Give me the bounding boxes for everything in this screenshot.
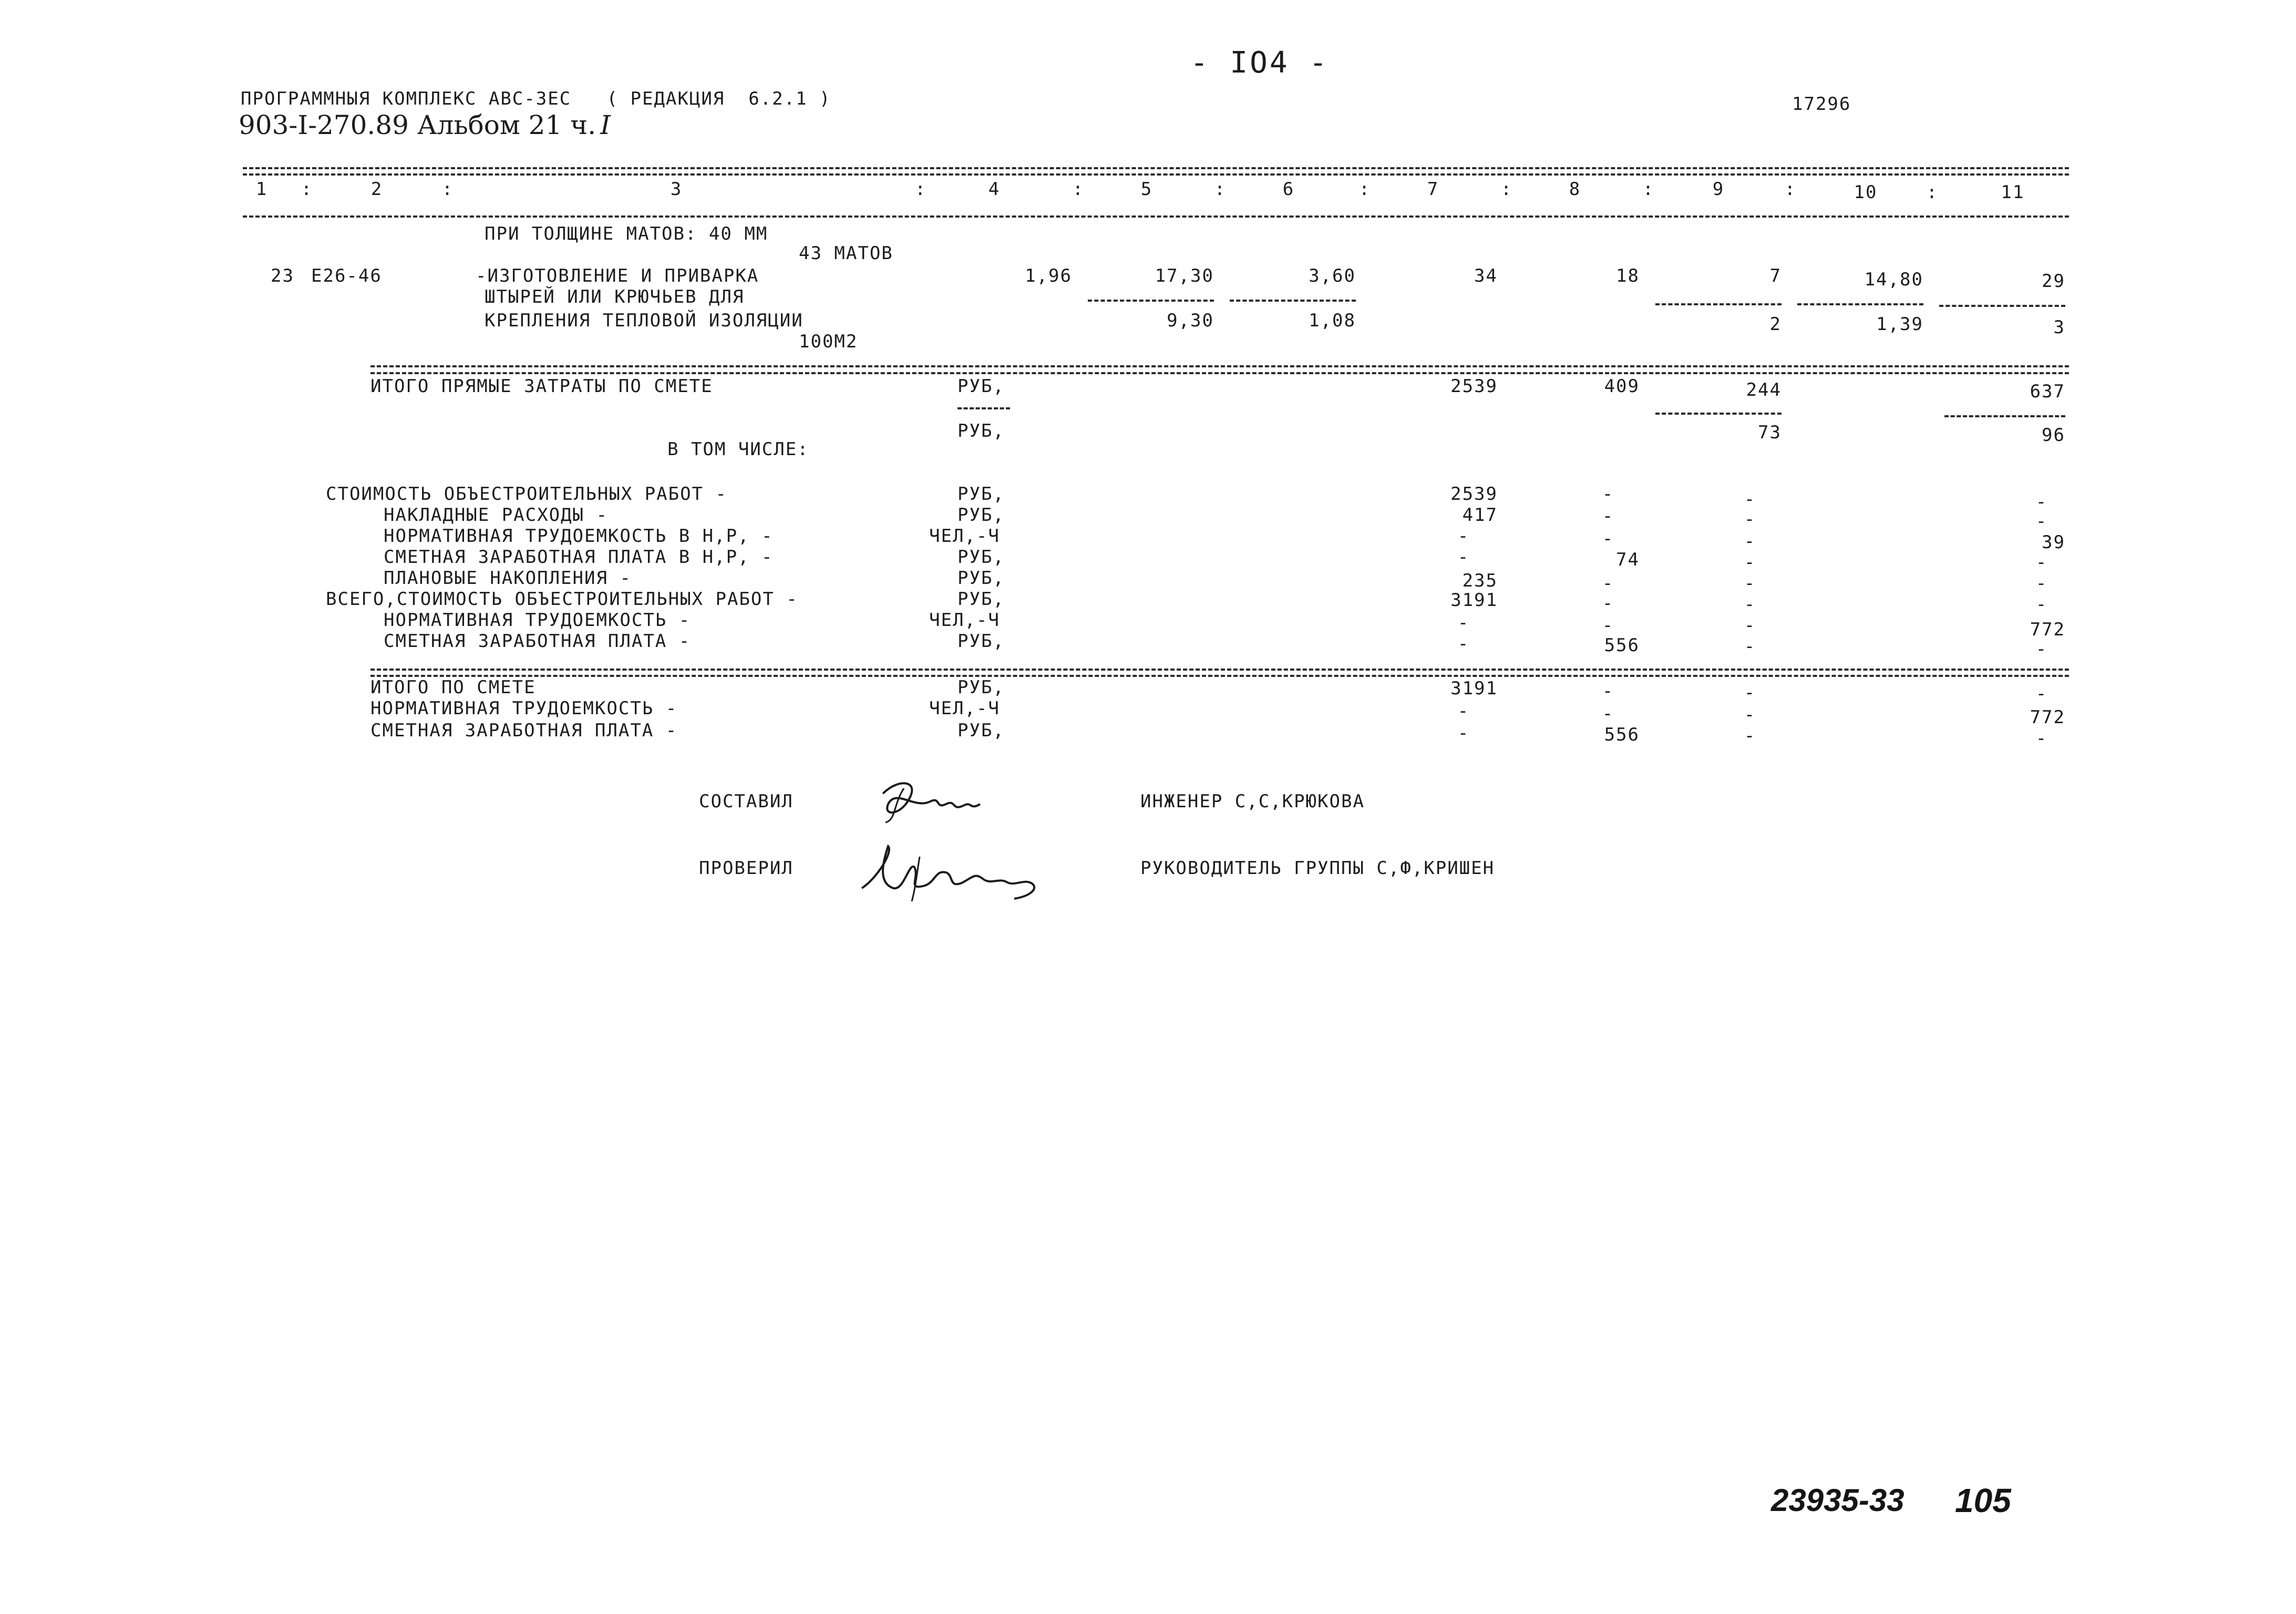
breakdown-c11: - [2035,639,2048,660]
breakdown-c7: - [1457,612,1470,633]
breakdown-c8: - [1602,573,1614,594]
page-number: - IO4 - [1190,46,1330,80]
breakdown-c7: 3191 [1450,590,1498,611]
final-unit: ЧЕЛ,-Ч [929,698,1000,719]
breakdown-c8: - [1602,506,1614,527]
col-sep: : [1358,179,1371,200]
breakdown-c9: - [1744,573,1756,594]
col-sep: : [441,179,454,200]
col-sep: : [1926,182,1939,203]
final-label: НОРМАТИВНАЯ ТРУДОЕМКОСТЬ - [370,698,678,719]
breakdown-c11: - [2035,491,2048,512]
breakdown-c7: - [1457,633,1470,654]
final-c9: - [1744,725,1756,746]
signature-checked [857,841,1056,909]
breakdown-unit: ЧЕЛ,-Ч [929,610,1000,631]
breakdown-c8: 74 [1616,549,1640,570]
direct-costs-c9: 244 [1746,379,1782,400]
breakdown-c8: 556 [1604,635,1640,656]
item-c5b: 9,30 [1167,310,1214,331]
breakdown-unit: РУБ, [957,589,1005,610]
breakdown-c9: - [1744,509,1756,530]
direct-costs-label: ИТОГО ПРЯМЫЕ ЗАТРАТЫ ПО СМЕТЕ [370,376,713,397]
direct-costs-c7: 2539 [1450,376,1498,397]
col-11: 11 [2001,182,2025,203]
final-c11: - [2035,728,2048,749]
col-sep: : [301,179,313,200]
item-desc: 100М2 [799,331,858,352]
col-6: 6 [1282,179,1295,200]
fraction-rule [1088,300,1214,302]
item-c10: 14,80 [1864,269,1923,290]
totals-rule-2 [370,372,2069,374]
final-unit: РУБ, [957,677,1005,698]
breakdown-c11: 39 [2042,532,2065,553]
breakdown-c8: - [1602,484,1614,505]
top-rule-2 [243,173,2069,176]
col-sep: : [1500,179,1513,200]
breakdown-c9: - [1744,594,1756,615]
item-c10b: 1,39 [1876,314,1923,335]
footer-page: 105 [1955,1482,2011,1519]
breakdown-label: СМЕТНАЯ ЗАРАБОТНАЯ ПЛАТА - [384,631,691,652]
breakdown-c7: 235 [1462,570,1498,591]
fraction-rule [1655,303,1782,305]
breakdown-unit: РУБ, [957,631,1005,652]
compiled-name: ИНЖЕНЕР С,С,КРЮКОВА [1140,791,1365,812]
final-label: ИТОГО ПО СМЕТЕ [370,677,536,698]
item-c9: 7 [1769,265,1782,286]
breakdown-label: НАКЛАДНЫЕ РАСХОДЫ - [384,505,608,526]
breakdown-c11: - [2035,511,2048,532]
breakdown-unit: ЧЕЛ,-Ч [929,526,1000,547]
breakdown-label: СТОИМОСТЬ ОБЪЕСТРОИТЕЛЬНЫХ РАБОТ - [326,484,727,505]
item-c5: 17,30 [1155,265,1214,286]
breakdown-c7: - [1457,526,1470,547]
col-9: 9 [1712,179,1725,200]
breakdown-label: СМЕТНАЯ ЗАРАБОТНАЯ ПЛАТА В Н,Р, - [384,547,774,568]
breakdown-c9: - [1744,552,1756,573]
unit-rule [957,407,1010,409]
breakdown-c7: 2539 [1450,484,1498,505]
direct-costs-c8: 409 [1604,376,1640,397]
item-number: 23 [271,265,294,286]
breakdown-label: ПЛАНОВЫЕ НАКОПЛЕНИЯ - [384,568,632,589]
breakdown-c11: - [2035,594,2048,615]
item-c7: 34 [1474,265,1498,286]
final-c7: - [1457,701,1470,722]
fraction-rule [1797,303,1923,305]
final-c7: 3191 [1450,678,1498,699]
checked-label: ПРОВЕРИЛ [699,858,794,879]
final-c9: - [1744,704,1756,725]
breakdown-c11: - [2035,573,2048,594]
col-2: 2 [370,179,383,200]
direct-costs-unit: РУБ, [957,376,1005,397]
item-c6: 3,60 [1309,265,1356,286]
breakdown-c9: - [1744,636,1756,657]
breakdown-label: НОРМАТИВНАЯ ТРУДОЕМКОСТЬ - [384,610,691,631]
col-4: 4 [988,179,1001,200]
direct-costs-c9b: 73 [1758,422,1782,443]
item-c9b: 2 [1769,314,1782,335]
document-code: 17296 [1792,94,1851,115]
direct-costs-unit-2: РУБ, [957,420,1005,441]
footer-number: 23935-33 [1771,1483,1904,1518]
final-c8: 556 [1604,724,1640,745]
item-c4: 1,96 [1025,265,1072,286]
col-sep: : [1642,179,1655,200]
col-sep: : [1072,179,1085,200]
including-label: В ТОМ ЧИСЛЕ: [667,439,809,460]
item-desc: ШТЫРЕЙ ИЛИ КРЮЧЬЕВ ДЛЯ [485,286,745,307]
final-c11: 772 [2030,707,2065,728]
breakdown-c8: - [1602,593,1614,614]
fraction-rule [1939,305,2065,307]
col-5: 5 [1140,179,1153,200]
item-desc: КРЕПЛЕНИЯ ТЕПЛОВОЙ ИЗОЛЯЦИИ [485,310,804,331]
totals-rule [370,365,2069,367]
breakdown-c8: - [1602,528,1614,549]
final-c11: - [2035,683,2048,704]
final-c8: - [1602,703,1614,724]
item-code: Е26-46 [311,265,382,286]
breakdown-unit: РУБ, [957,484,1005,505]
final-c9: - [1744,682,1756,703]
album-title [239,110,611,140]
item-desc: ПРИ ТОЛЩИНЕ МАТОВ: 40 ММ [485,223,768,244]
final-label: СМЕТНАЯ ЗАРАБОТНАЯ ПЛАТА - [370,720,678,741]
album-title-text: 903-I-270.89 Альбом 21 ч. [239,110,596,140]
direct-costs-c11b: 96 [2042,425,2065,446]
breakdown-unit: РУБ, [957,505,1005,526]
final-c8: - [1602,681,1614,702]
col-8: 8 [1569,179,1581,200]
fraction-rule [1230,300,1356,302]
breakdown-c11: - [2035,552,2048,573]
direct-costs-c11: 637 [2030,381,2065,402]
breakdown-c9: - [1744,531,1756,552]
breakdown-c9: - [1744,615,1756,636]
album-title-mark: I [600,110,611,140]
item-c6b: 1,08 [1309,310,1356,331]
item-c11: 29 [2042,271,2065,292]
col-sep: : [1214,179,1227,200]
signature-compiled [872,773,998,830]
col-1: 1 [255,179,268,200]
final-unit: РУБ, [957,720,1005,741]
program-header: ПРОГРАММНЫЯ КОМПЛЕКС АВС-3ЕС ( РЕДАКЦИЯ 6.2.1 ) [241,88,831,109]
final-c7: - [1457,723,1470,744]
breakdown-c9: - [1744,489,1756,510]
breakdown-c11: 772 [2030,619,2065,640]
top-rule [243,167,2069,169]
col-3: 3 [670,179,683,200]
item-c8: 18 [1616,265,1640,286]
breakdown-unit: РУБ, [957,568,1005,589]
fraction-rule [1944,415,2065,417]
checked-name: РУКОВОДИТЕЛЬ ГРУППЫ С,Ф,КРИШЕН [1140,858,1495,879]
breakdown-label: ВСЕГО,СТОИМОСТЬ ОБЪЕСТРОИТЕЛЬНЫХ РАБОТ - [326,589,798,610]
breakdown-c8: - [1602,615,1614,636]
item-c11b: 3 [2053,317,2065,338]
breakdown-c7: 417 [1462,505,1498,526]
breakdown-label: НОРМАТИВНАЯ ТРУДОЕМКОСТЬ В Н,Р, - [384,526,774,547]
col-sep: : [914,179,927,200]
item-desc: -ИЗГОТОВЛЕНИЕ И ПРИВАРКА [476,265,759,286]
final-rule [370,669,2069,671]
fraction-rule [1655,413,1782,415]
header-bottom-rule [243,215,2069,218]
breakdown-c7: - [1457,547,1470,568]
col-sep: : [1784,179,1797,200]
col-10: 10 [1854,182,1878,203]
item-desc: 43 МАТОВ [799,243,893,264]
final-rule-2 [370,675,2069,677]
compiled-label: СОСТАВИЛ [699,791,794,812]
col-7: 7 [1427,179,1439,200]
breakdown-unit: РУБ, [957,547,1005,568]
